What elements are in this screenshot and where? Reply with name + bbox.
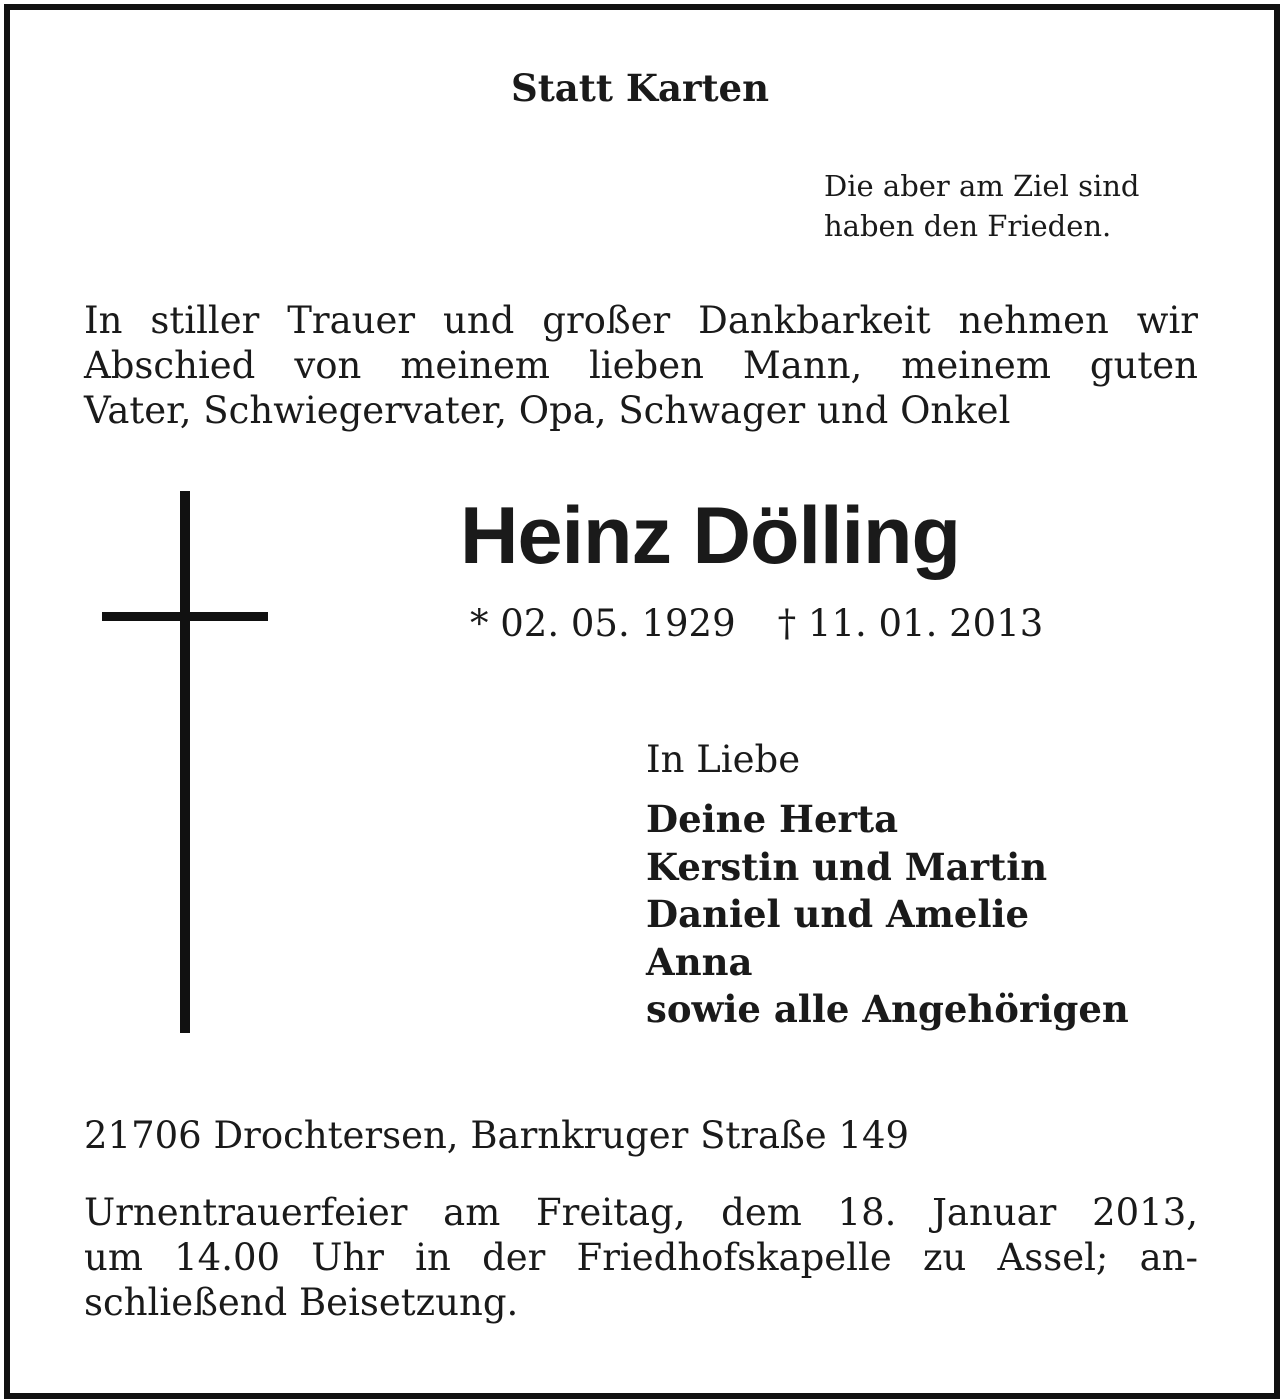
- ceremony-line: schließend Beisetzung.: [84, 1281, 519, 1324]
- deceased-name: Heinz Dölling: [460, 491, 960, 581]
- mourner-name: Kerstin und Martin: [646, 844, 1048, 889]
- mourner-name: Daniel und Amelie: [646, 892, 1030, 936]
- intro-line: In stiller Trauer und großer Dankbarkeit nehmen wir: [84, 299, 1198, 342]
- death-date: † 11. 01. 2013: [777, 602, 1044, 645]
- intro-text: [84, 298, 1198, 433]
- cross-icon: [180, 491, 190, 1033]
- ceremony-line: Urnentrauerfeier am Freitag, dem 18. Januar 2013,: [84, 1191, 1198, 1234]
- ceremony-info: [84, 1190, 1198, 1325]
- birth-date: * 02. 05. 1929: [470, 602, 736, 645]
- mourners-list: [646, 736, 1129, 1034]
- motto-line: haben den Frieden.: [824, 209, 1112, 243]
- notice-header: Statt Karten: [510, 66, 769, 110]
- intro-line: Vater, Schwiegervater, Opa, Schwager und Onkel: [84, 389, 1011, 432]
- mourners-lead: In Liebe: [646, 738, 801, 781]
- mourner-name: Anna: [646, 939, 753, 984]
- mourner-name: sowie alle Angehörigen: [646, 987, 1129, 1031]
- family-address: 21706 Drochtersen, Barnkruger Straße 149: [84, 1114, 910, 1157]
- motto-quote: [824, 166, 1140, 246]
- intro-line: Abschied von meinem lieben Mann, meinem guten: [84, 344, 1198, 387]
- cross-icon-bar: [102, 612, 268, 621]
- mourner-name: Deine Herta: [646, 797, 899, 841]
- motto-line: Die aber am Ziel sind: [824, 169, 1140, 203]
- ceremony-line: um 14.00 Uhr in der Friedhofskapelle zu Assel; an-: [84, 1236, 1198, 1279]
- life-dates: [470, 600, 1043, 648]
